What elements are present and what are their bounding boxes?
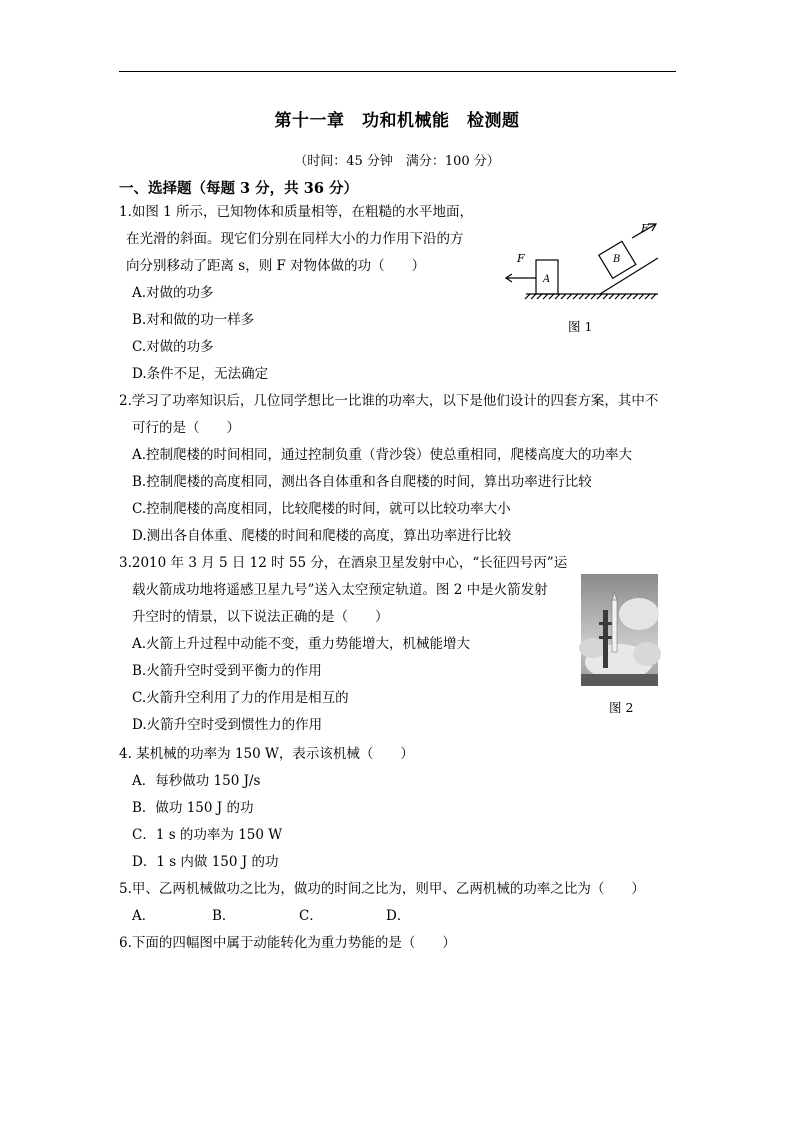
q4-option-b: B．做功 150 J 的功 — [132, 800, 254, 816]
page-subtitle: （时间：45 分钟 满分：100 分） — [294, 154, 500, 169]
q4-option-a: A．每秒做功 150 J/s — [132, 773, 261, 789]
figure-1-diagram — [498, 218, 663, 298]
q6-line-1: 6.下面的四幅图中属于动能转化为重力势能的是（ ） — [119, 935, 456, 951]
q3-line-1: 3.2010 年 3 月 5 日 12 时 55 分，在酒泉卫星发射中心，“长征四号丙”运 — [119, 555, 568, 571]
q3-option-a: A.火箭上升过程中动能不变，重力势能增大，机械能增大 — [132, 636, 471, 652]
q3-line-2: 载火箭成功地将遥感卫星九号”送入太空预定轨道。图 2 中是火箭发射 — [132, 582, 548, 598]
q4-option-d: D．1 s 内做 150 J 的功 — [132, 854, 279, 870]
q1-option-a: A.对做的功多 — [132, 285, 214, 301]
q1-option-b: B.对和做的功一样多 — [132, 312, 255, 328]
q2-option-a: A.控制爬楼的时间相同，通过控制负重（背沙袋）使总重相同，爬楼高度大的功率大 — [132, 447, 633, 463]
q1-option-c: C.对做的功多 — [132, 339, 214, 355]
q5-option-c: C． — [299, 908, 323, 924]
fig1-label-a: A — [543, 274, 551, 285]
q2-line-2: 可行的是（ ） — [132, 420, 240, 436]
q3-option-b: B.火箭升空时受到平衡力的作用 — [132, 663, 322, 679]
q1-line-2: 在光滑的斜面。现它们分别在同样大小的力作用下沿的方 — [126, 231, 464, 247]
q2-option-c: C.控制爬楼的高度相同，比较爬楼的时间，就可以比较功率大小 — [132, 501, 511, 517]
page-title: 第十一章 功和机械能 检测题 — [274, 111, 520, 131]
q3-option-c: C.火箭升空利用了力的作用是相互的 — [132, 690, 349, 706]
q3-line-3: 升空时的情景，以下说法正确的是（ ） — [132, 609, 389, 625]
q2-option-d: D.测出各自体重、爬楼的时间和爬楼的高度，算出功率进行比较 — [132, 528, 512, 544]
q2-option-b: B.控制爬楼的高度相同，测出各自体重和各自爬楼的时间，算出功率进行比较 — [132, 474, 592, 490]
q3-option-d: D.火箭升空时受到惯性力的作用 — [132, 717, 323, 733]
rocket-launch-photo — [581, 574, 658, 686]
q1-option-d: D.条件不足，无法确定 — [132, 366, 269, 382]
q5-option-b: B． — [212, 908, 236, 924]
figure-2-caption: 图 2 — [609, 700, 634, 715]
figure-1-caption: 图 1 — [568, 319, 593, 334]
fig1-label-b: B — [613, 254, 621, 265]
q5-option-d: D． — [386, 908, 411, 924]
q4-line-1: 4. 某机械的功率为 150 W，表示该机械（ ） — [119, 746, 414, 762]
q4-option-c: C．1 s 的功率为 150 W — [132, 827, 283, 843]
fig1-label-f2: F — [641, 222, 649, 235]
q1-line-1: 1.如图 1 所示，已知物体和质量相等，在粗糙的水平地面， — [119, 204, 474, 220]
q1-line-3: 向分别移动了距离 s，则 F 对物体做的功（ ） — [126, 258, 426, 274]
q5-option-a: A． — [132, 908, 156, 924]
q5-line-1: 5.甲、乙两机械做功之比为，做功的时间之比为，则甲、乙两机械的功率之比为（ ） — [119, 881, 645, 897]
fig1-label-f1: F — [517, 252, 525, 265]
header-rule — [119, 71, 676, 72]
section-heading: 一、选择题（每题 3 分，共 36 分） — [119, 180, 358, 197]
q2-line-1: 2.学习了功率知识后，几位同学想比一比谁的功率大，以下是他们设计的四套方案，其中不 — [119, 393, 659, 409]
